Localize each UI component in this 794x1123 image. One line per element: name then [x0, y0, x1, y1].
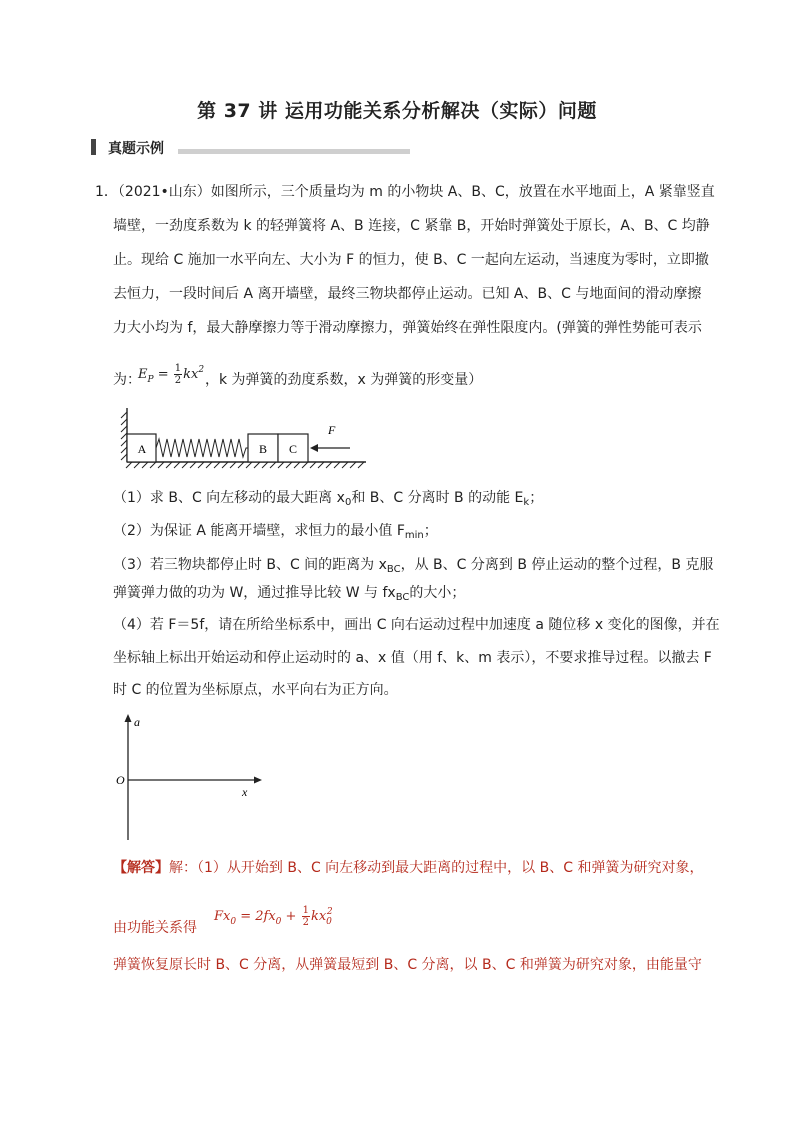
y-axis-arrowhead — [125, 714, 132, 722]
origin-label: O — [116, 773, 125, 787]
x-axis-arrowhead — [254, 777, 262, 784]
formula-suffix: ，k 为弹簧的劲度系数，x 为弹簧的形变量） — [205, 372, 483, 388]
question-2: （2）为保证 A 能离开墙壁，求恒力的最小值 $F_{min}$； — [113, 523, 438, 541]
question-3-line-2: 弹簧弹力做的功为 W，通过推导比较 W 与 $fx_{BC}$的大小； — [113, 585, 466, 603]
answer-line-3: 弹簧恢复原长时 B、C 分离，从弹簧最短到 B、C 分离，以 B、C 和弹簧为研究对象，由能量守 — [113, 957, 702, 973]
spring — [156, 439, 248, 457]
block-c-label: C — [288, 442, 298, 456]
answer-tag: 【解答】 — [113, 860, 169, 876]
formula-prefix: 为： — [113, 372, 141, 388]
question-4-line-2: 坐标轴上标出开始运动和停止运动时的 a、x 值（用 f、k、m 表示），不要求推导过程。以撤去 F — [113, 650, 712, 666]
question-4-line-3: 时 C 的位置为坐标原点，水平向右为正方向。 — [113, 682, 398, 698]
elastic-energy-formula: $E_P$ = $\frac{1}{2}$ $kx^2$ — [138, 363, 205, 386]
blocks-spring-figure — [112, 408, 372, 470]
answer-line-2: 由功能关系得 — [113, 920, 197, 936]
y-axis-label: a — [134, 715, 140, 729]
question-3-line-1: （3）若三物块都停止时 B、C 间的距离为 $x_{BC}$，从 B、C 分离到 B 停止运动的整个过程，B 克服 — [113, 557, 714, 575]
problem-line-1: 1．（2021•山东）如图所示，三个质量均为 m 的小物块 A、B、C，放置在水平地面上，A 紧靠竖直 — [95, 184, 715, 200]
force-label: F — [328, 423, 336, 437]
question-1: （1）求 B、C 向左移动的最大距离 $x_0$和 B、C 分离时 B 的动能 $E_k$； — [113, 490, 544, 508]
section-divider — [178, 149, 410, 154]
page-title: 第 37 讲 运用功能关系分析解决（实际）问题 — [197, 100, 597, 122]
problem-line-5: 力大小均为 f，最大静摩擦力等于滑动摩擦力，弹簧始终在弹性限度内。(弹簧的弹性势能可表示 — [113, 320, 702, 336]
force-arrowhead — [310, 444, 318, 452]
answer-line-1: 【解答】解：（1）从开始到 B、C 向左移动到最大距离的过程中，以 B、C 和弹簧为研究对象， — [113, 860, 704, 876]
problem-line-4: 去恒力，一段时间后 A 离开墙壁，最终三物块都停止运动。已知 A、B、C 与地面间的滑动摩擦 — [113, 286, 702, 302]
block-b-label: B — [258, 442, 268, 456]
x-axis-label: x — [242, 785, 248, 799]
section-heading: 真题示例 — [108, 141, 164, 157]
problem-line-2: 墙壁，一劲度系数为 k 的轻弹簧将 A、B 连接，C 紧靠 B，开始时弹簧处于原长，A、B、C 均静 — [113, 218, 710, 234]
energy-equation: $Fx_0 = 2fx_0$ + $\frac{1}{2}$ $kx_0^2$ — [214, 905, 333, 928]
problem-line-3: 止。现给 C 施加一水平向左、大小为 F 的恒力，使 B、C 一起向左运动，当速度为零时，立即撤 — [113, 252, 709, 268]
coordinate-axes — [112, 712, 272, 844]
block-a-label: A — [137, 442, 147, 456]
section-marker — [91, 139, 96, 155]
question-4-line-1: （4）若 F＝5f，请在所给坐标系中，画出 C 向右运动过程中加速度 a 随位移 x 变化的图像，并在 — [113, 617, 720, 633]
